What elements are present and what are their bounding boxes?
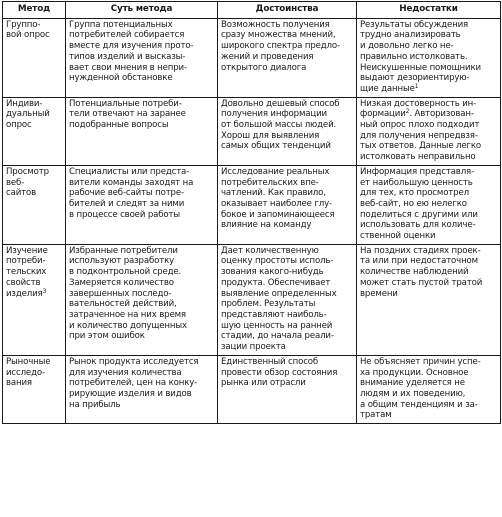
cell-line: Изучение (6, 245, 48, 256)
cell-line: бокое и запоминающееся (221, 209, 335, 220)
cell-advantages (218, 244, 357, 355)
cell-line: типов изделий и высказы- (69, 51, 186, 62)
cell-line: в подконтрольной среде. (69, 267, 182, 278)
cell-line: рынка или отрасли (221, 378, 306, 389)
cell-line: оказывает наиболее глу- (221, 198, 332, 209)
methods-table (2, 1, 501, 424)
cell-essence (66, 355, 218, 423)
cell-line: Довольно дешевый способ (221, 98, 340, 109)
table-row (3, 355, 501, 423)
table-body (3, 18, 501, 423)
cell-essence (66, 18, 218, 97)
cell-line: от большой массы людей. (221, 120, 337, 131)
header-essence: Суть метода (66, 2, 218, 19)
cell-line: правильно истолковать. (360, 51, 468, 62)
cell-advantages (218, 18, 357, 97)
cell-line: самых общих тенденций (221, 141, 331, 152)
cell-line: провести обзор состояния (221, 367, 338, 378)
cell-line: Информация представля- (360, 166, 475, 177)
cell-line: используют разработку (69, 256, 175, 267)
cell-line: истолковать неправильно (360, 152, 476, 163)
cell-line: Замеряется количество (69, 277, 174, 288)
cell-line: потребителей, цен на конку- (69, 378, 198, 389)
cell-method (3, 355, 66, 423)
cell-line: вательностей действий, (69, 299, 177, 310)
cell-line: потребительских впе- (221, 177, 319, 188)
table-row (3, 18, 501, 97)
cell-line: потреби- (6, 256, 46, 267)
cell-line: та или при недостаточном (360, 256, 478, 267)
cell-line: Результаты обсуждения (360, 19, 469, 30)
cell-line: Дает количественную (221, 245, 319, 256)
cell-line: ный опрос плохо подходит (360, 120, 480, 131)
cell-line: бителей и следят за ними (69, 198, 185, 209)
cell-line: Единственный способ (221, 356, 319, 367)
cell-line: Просмотр (6, 166, 49, 177)
cell-line: ха продукции. Основное (360, 367, 469, 378)
cell-line: потребителей собирается (69, 30, 185, 41)
cell-disadvantages (357, 355, 501, 423)
footnote-mark: 3 (42, 287, 47, 295)
cell-line: веб-сайт, но ею нелегко (360, 198, 467, 209)
cell-line: сразу множества мнений, (221, 30, 336, 41)
cell-line: тели отвечают на заранее (69, 109, 186, 120)
cell-line: опрос (6, 120, 32, 131)
cell-line: Группо- (6, 19, 41, 30)
cell-line: тых ответов. Данные легко (360, 141, 482, 152)
cell-line: рирующие изделия и видов (69, 388, 192, 399)
cell-line: выявление определенных (221, 288, 337, 299)
cell-line: оценку простоты исполь- (221, 256, 334, 267)
cell-line: трудно анализировать (360, 30, 461, 41)
cell-line: подобранные вопросы (69, 120, 169, 131)
cell-line: и довольно легко не- (360, 41, 454, 52)
cell-line: влияние на команду (221, 220, 312, 231)
cell-line: чатлений. Как правило, (221, 188, 326, 199)
cell-line: Рынок продукта исследуется (69, 356, 199, 367)
cell-line: нужденной обстановке (69, 73, 173, 84)
cell-line: открытого диалога (221, 62, 307, 73)
cell-line: затраченное на них время (69, 309, 186, 320)
cell-line: времени (360, 288, 398, 299)
cell-disadvantages (357, 18, 501, 97)
table-row (3, 165, 501, 244)
cell-line: исследо- (6, 367, 45, 378)
cell-line: стадии, до начала реали- (221, 331, 334, 342)
cell-method (3, 18, 66, 97)
cell-line: завершенных последо- (69, 288, 172, 299)
cell-line: и количество допущенных (69, 320, 187, 331)
cell-line: Низкая достоверность ин- (360, 98, 477, 109)
cell-line: людям и их поведению, (360, 388, 466, 399)
cell-line: ственной оценки (360, 231, 436, 242)
cell-line: продукта. Обеспечивает (221, 277, 331, 288)
cell-line: поделиться с другими или (360, 209, 478, 220)
cell-essence (66, 244, 218, 355)
cell-line: в процессе своей работы (69, 209, 181, 220)
cell-line: зации проекта (221, 342, 286, 353)
cell-line: ет наибольшую ценность (360, 177, 473, 188)
cell-line: на прибыль (69, 399, 121, 410)
cell-line: тратам (360, 410, 392, 421)
footnote-mark: 2 (405, 108, 410, 116)
cell-line: Группа потенциальных (69, 19, 173, 30)
cell-essence (66, 97, 218, 165)
cell-line: свойств (6, 277, 41, 288)
header-disadvantages: Недостатки (357, 2, 501, 19)
table-row (3, 97, 501, 165)
cell-line: для тех, кто просмотрел (360, 188, 469, 199)
cell-disadvantages (357, 97, 501, 165)
cell-line: тельских (6, 267, 47, 278)
header-method: Метод (3, 2, 66, 19)
cell-line: Неискушенные помощники (360, 62, 481, 73)
cell-line: изделия$^3$ (6, 287, 47, 299)
cell-essence (66, 165, 218, 244)
cell-method (3, 165, 66, 244)
cell-disadvantages (357, 165, 501, 244)
cell-line: жений и проведения (221, 51, 314, 62)
cell-line: проблем. Результаты (221, 299, 316, 310)
cell-line: широкого спектра предло- (221, 41, 340, 52)
cell-line: Возможность получения (221, 19, 330, 30)
cell-line: при этом ошибок (69, 331, 145, 342)
cell-line: вместе для изучения прото- (69, 41, 194, 52)
cell-line: вает свои мнения в непри- (69, 62, 187, 73)
cell-line: может стать пустой тратой (360, 277, 483, 288)
cell-line: а общим тенденциям и за- (360, 399, 478, 410)
footnote-mark: 1 (414, 82, 419, 90)
cell-line: рабочие веб-сайты потре- (69, 188, 184, 199)
cell-line: Рыночные (6, 356, 51, 367)
cell-line: выдают дезориентирую- (360, 73, 470, 84)
cell-line: Не объясняет причин успе- (360, 356, 481, 367)
cell-line: вой опрос (6, 30, 50, 41)
cell-line: зования какого-нибудь (221, 267, 324, 278)
cell-line: использовать для количе- (360, 220, 476, 231)
cell-advantages (218, 355, 357, 423)
cell-line: Исследование реальных (221, 166, 330, 177)
cell-line: получения информации (221, 109, 327, 120)
cell-line: щие данные$^1$ (360, 82, 419, 94)
cell-line: формации$^2$. Авторизован- (360, 108, 474, 120)
header-row (3, 2, 501, 19)
cell-line: На поздних стадиях проек- (360, 245, 481, 256)
cell-line: внимание уделяется не (360, 378, 465, 389)
cell-line: дуальный (6, 109, 50, 120)
cell-line: вители команды заходят на (69, 177, 194, 188)
cell-line: Индиви- (6, 98, 43, 109)
cell-line: Избранные потребители (69, 245, 178, 256)
cell-line: количестве наблюдений (360, 267, 469, 278)
cell-method (3, 97, 66, 165)
cell-line: Специалисты или предста- (69, 166, 190, 177)
cell-line: Хорош для выявления (221, 130, 320, 141)
cell-disadvantages (357, 244, 501, 355)
header-advantages: Достоинства (218, 2, 357, 19)
cell-line: вания (6, 378, 32, 389)
cell-line: веб- (6, 177, 25, 188)
cell-advantages (218, 165, 357, 244)
cell-method (3, 244, 66, 355)
cell-advantages (218, 97, 357, 165)
cell-line: представляют наиболь- (221, 309, 327, 320)
cell-line: для изучения количества (69, 367, 182, 378)
table-row (3, 244, 501, 355)
cell-line: сайтов (6, 188, 37, 199)
cell-line: шую ценность на ранней (221, 320, 333, 331)
cell-line: для получения непредвзя- (360, 130, 478, 141)
cell-line: Потенциальные потреби- (69, 98, 182, 109)
